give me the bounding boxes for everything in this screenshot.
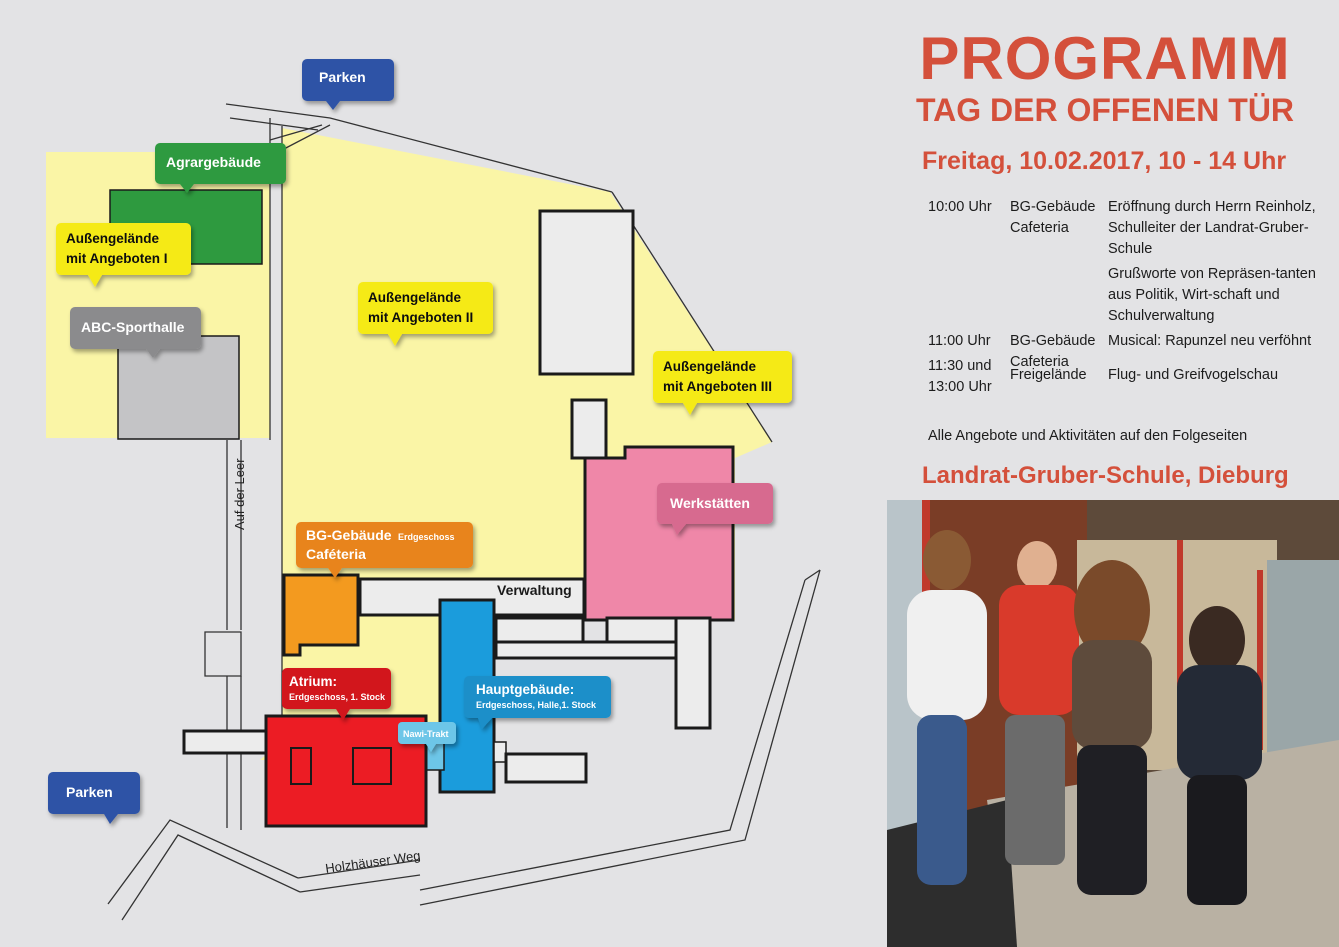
- werkstaetten-building: [585, 447, 733, 620]
- bg-building: [284, 575, 358, 655]
- callout-haupt[interactable]: [464, 676, 611, 729]
- svg-text:Hauptgebäude:: Hauptgebäude:: [476, 682, 575, 697]
- svg-text:Atrium:: Atrium:: [289, 674, 337, 689]
- footer-note: Alle Angebote und Aktivitäten auf den Folgeseiten: [928, 428, 1248, 444]
- svg-text:Werkstätten: Werkstätten: [670, 495, 750, 511]
- holzhaeuser-weg-label: Holzhäuser Weg: [324, 847, 422, 876]
- auf-der-leer-label: Auf der Leer: [232, 458, 247, 530]
- schedule-place: Freigelände: [1010, 367, 1087, 383]
- schedule-row: [928, 197, 1338, 260]
- svg-text:Erdgeschoss, 1. Stock: Erdgeschoss, 1. Stock: [289, 692, 386, 702]
- connector-east-1: [496, 618, 583, 642]
- svg-text:Erdgeschoss, Halle,1. Stock: Erdgeschoss, Halle,1. Stock: [476, 700, 597, 710]
- schedule-row: [928, 331, 1338, 370]
- program-title: PROGRAMM: [919, 25, 1291, 92]
- entrance-photo: [887, 500, 1339, 947]
- schedule-event: Eröffnung durch Herrn Reinholz, Schulleiter der Landrat-Gruber-Schule: [1108, 199, 1316, 257]
- svg-text:Nawi-Trakt: Nawi-Trakt: [403, 729, 449, 739]
- building-grey-east: [676, 618, 710, 728]
- svg-text:mit Angeboten II: mit Angeboten II: [368, 310, 474, 325]
- program-panel: [900, 0, 1339, 500]
- svg-text:Caféteria: Caféteria: [306, 546, 366, 562]
- schedule-place: BG-Gebäude Cafeteria: [1010, 333, 1096, 370]
- schedule-row: [928, 264, 1338, 327]
- svg-text:Außengelände: Außengelände: [663, 359, 757, 374]
- svg-text:Erdgeschoss: Erdgeschoss: [398, 532, 455, 542]
- schedule-event: Grußworte von Repräsen-tanten aus Politik, Wirt-schaft und Schulverwaltung: [1108, 266, 1316, 324]
- schedule-time: 11:00 Uhr: [928, 333, 991, 349]
- building-grey-small: [572, 400, 606, 458]
- callout-parken-top[interactable]: [302, 59, 394, 110]
- school-name: Landrat-Gruber-Schule, Dieburg: [922, 462, 1289, 489]
- program-date: Freitag, 10.02.2017, 10 - 14 Uhr: [922, 147, 1287, 175]
- haupt-annex: [494, 742, 506, 762]
- schedule-time: 11:30 und 13:00 Uhr: [928, 358, 992, 395]
- building-grey-north: [540, 211, 633, 374]
- schedule-event: Flug- und Greifvogelschau: [1108, 367, 1279, 383]
- svg-text:Agrargebäude: Agrargebäude: [166, 154, 261, 170]
- svg-text:mit Angeboten III: mit Angeboten III: [663, 379, 772, 394]
- svg-text:Parken: Parken: [319, 69, 366, 85]
- svg-text:ABC-Sporthalle: ABC-Sporthalle: [81, 319, 185, 335]
- svg-text:mit Angeboten I: mit Angeboten I: [66, 251, 168, 266]
- schedule-row: [928, 356, 1338, 395]
- program-subtitle: TAG DER OFFENEN TÜR: [915, 92, 1295, 128]
- schedule-place: BG-Gebäude Cafeteria: [1010, 199, 1096, 236]
- building-grey-south: [506, 754, 586, 782]
- svg-text:Parken: Parken: [66, 784, 113, 800]
- verwaltung-label: Verwaltung: [497, 582, 572, 598]
- schedule-time: 10:00 Uhr: [928, 199, 992, 215]
- schedule-event: Musical: Rapunzel neu verföhnt: [1108, 333, 1312, 349]
- svg-text:Außengelände: Außengelände: [66, 231, 160, 246]
- connector-east-2: [607, 618, 685, 642]
- schedule-table: [928, 197, 1338, 395]
- svg-text:BG-Gebäude: BG-Gebäude: [306, 527, 392, 543]
- svg-text:Außengelände: Außengelände: [368, 290, 462, 305]
- building-grey-west: [184, 731, 266, 753]
- sport-building: [118, 336, 239, 439]
- callout-parken-bottom[interactable]: [48, 772, 140, 824]
